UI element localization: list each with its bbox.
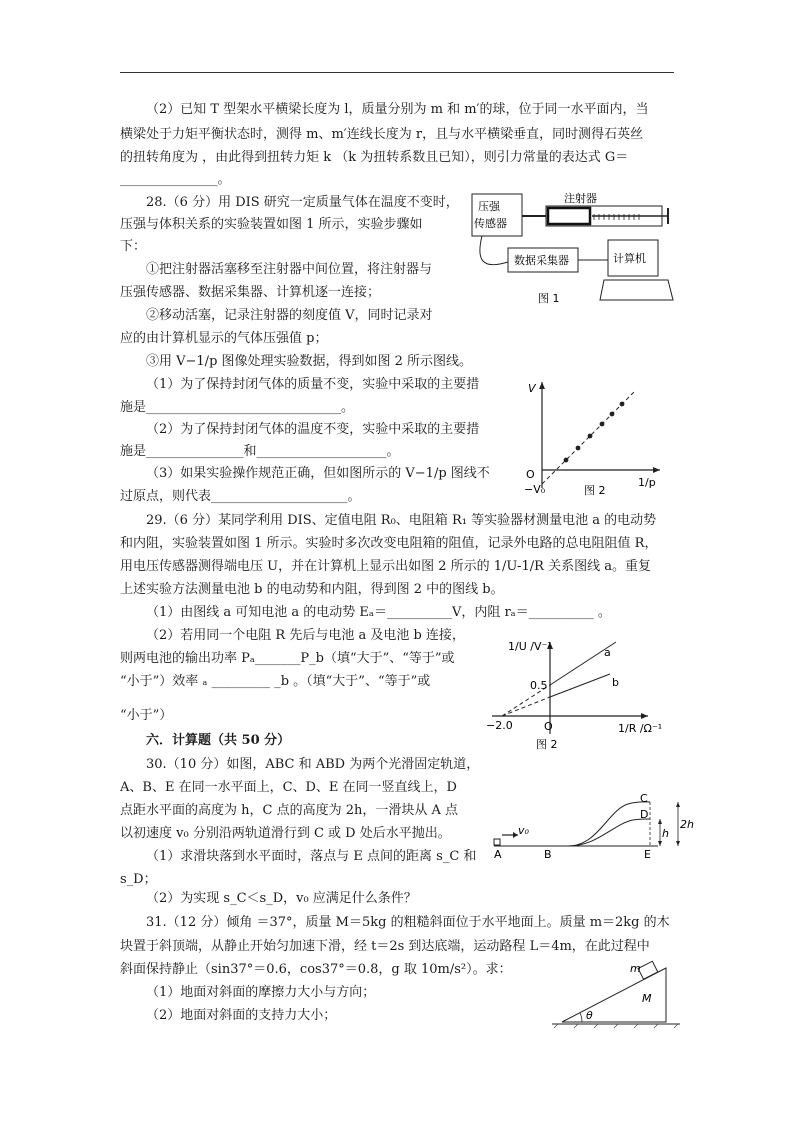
text-line: 横梁处于力矩平衡状态时，测得 m、m′连线长度为 r，且与水平横梁垂直，同时测得石英丝 [120,127,644,142]
big-m-label: M [642,992,652,1005]
q29-line: 则两电池的输出功率 Pₐ_______P_b（填“大于”、“等于”或 [120,651,455,666]
collector-label: 数据采集器 [514,254,569,267]
point-c-label: C [640,792,648,805]
q29-line: 29.（6 分）某同学利用 DIS、定值电阻 R₀、电阻箱 R₁ 等实验器材测量电池 a 的电动势 [146,513,657,528]
syringe-label: 注射器 [564,192,597,205]
sensor-label-2: 传感器 [474,217,507,230]
q28-line: （1）为了保持封闭气体的质量不变，实验中采取的主要措 [146,377,480,392]
sensor-label-1: 压强 [478,200,500,213]
q29-line: 和内阻，实验装置如图 1 所示。实验时多次改变电阻箱的阻值，记录外电路的总电阻阻值 R， [120,536,658,551]
computer-label: 计算机 [613,252,646,265]
line-a-label: a [604,646,611,659]
point-d-label: D [640,808,649,821]
text-line: （2）已知 T 型架水平横梁长度为 l，质量分别为 m 和 m′的球，位于同一水平面内，当 [146,102,649,117]
m-label: m [630,962,641,975]
q28-figure-1 [468,190,678,315]
q31-line: （2）地面对斜面的支持力大小； [146,1008,337,1023]
q29-line: “小于”）效率 ₐ _________ _b 。（填“大于”、“等于”或 [120,674,431,689]
q28-line: 应的由计算机显示的气体压强值 p； [120,331,328,346]
q31-figure [548,952,684,1028]
section-heading: 六．计算题（共 50 分） [146,733,291,748]
y-axis-label: 1/U /V⁻¹ [508,640,552,653]
y-tick-label: 0.5 [530,679,548,692]
text-line: _______________。 [120,172,231,187]
q30-figure [488,790,694,862]
q28-line: ③用 V−1/p 图像处理实验数据，得到如图 2 所示图线。 [146,354,473,369]
q30-line: 以初速度 v₀ 分别沿两轨道滑行到 C 或 D 处后水平抛出。 [120,826,451,841]
q31-line: 斜面保持静止（sin37°＝0.6，cos37°＝0.8，g 取 10m/s²）。求： [120,962,512,977]
q28-line: （3）如果实验操作规范正确，但如图所示的 V−1/p 图线不 [146,466,490,481]
q28-line: 压强传感器、数据采集器、计算机逐一连接； [120,285,381,300]
neg-intercept-label: −V₀ [524,483,546,496]
origin-label: O [544,720,553,733]
q28-line: 施是______________________________。 [120,400,355,415]
origin-label: O [526,468,535,481]
q28-figure-2 [520,378,670,496]
q29-line: 用电压传感器测得端电压 U，并在计算机上显示出如图 2 所示的 1/U-1/R 关系图线 a。重复 [120,559,651,574]
q28-line: 过原点，则代表_____________________。 [120,489,361,504]
q28-line: ②移动活塞，记录注射器的刻度值 V，同时记录对 [146,308,433,323]
q30-line: 30.（10 分）如图，ABC 和 ABD 为两个光滑固定轨道， [146,757,480,772]
q31-line: 块置于斜顶端，从静止开始匀加速下滑，经 t＝2s 到达底端，运动路程 L＝4m，在此过程中 [120,939,650,954]
x-axis-label: 1/R /Ω⁻¹ [618,722,663,735]
q30-line: （2）为实现 s_C＜s_D，v₀ 应满足什么条件？ [146,891,417,906]
h2-label: 2h [680,818,694,831]
h-label: h [662,827,669,840]
q31-line: （1）地面对斜面的摩擦力大小与方向； [146,985,376,1000]
point-a-label: A [494,848,502,861]
q28-line: （2）为了保持封闭气体的温度不变，实验中采取的主要措 [146,422,480,437]
q28-line: 施是_______________和____________________。 [120,444,400,459]
header-rule [120,72,674,73]
q28-line: 28.（6 分）用 DIS 研究一定质量气体在温度不变时， [146,195,459,210]
theta-label: θ [586,1009,593,1022]
line-b-label: b [612,676,619,689]
q28-line: ①把注射器活塞移至注射器中间位置，将注射器与 [146,262,433,277]
x-tick-label: −2.0 [486,719,513,732]
p-axis-label: 1/p [638,476,656,489]
q28-line: 压强与体积关系的实验装置如图 1 所示，实验步骤如 [120,217,423,232]
q29-line: 上述实验方法测量电池 b 的电动势和内阻，得到图 2 中的图线 b。 [120,582,504,597]
text-line: 的扭转角度为 ，由此得到扭转力矩 k （k 为扭转系数且已知），则引力常量的表达式 G＝ [120,150,629,165]
v0-label: v₀ [518,824,529,837]
q30-line: s_D； [120,872,157,887]
fig2-caption: 图 2 [584,484,606,497]
q28-line: 下： [120,239,147,254]
fig1-caption: 图 1 [538,292,560,305]
q30-line: （1）求滑块落到水平面时，落点与 E 点间的距离 s_C 和 [146,849,477,864]
point-e-label: E [644,848,651,861]
q29-figure [486,634,663,752]
q30-line: 点距水平面的高度为 h，C 点的高度为 2h，一滑块从 A 点 [120,803,459,818]
q29-line: （1）由图线 a 可知电池 a 的电动势 Eₐ＝__________V，内阻 rₐ＝__________ 。 [146,605,611,620]
v-axis-label: V [528,382,536,395]
q29-line: （2）若用同一个电阻 R 先后与电池 a 及电池 b 连接， [146,628,465,643]
q29-line: “小于”） [120,708,173,723]
point-b-label: B [544,848,552,861]
q30-line: A、B、E 在同一水平面上，C、D、E 在同一竖直线上，D [120,780,457,795]
q31-line: 31.（12 分）倾角 ＝37°，质量 M＝5kg 的粗糙斜面位于水平地面上。质量 m＝2kg 的木 [146,915,670,930]
fig-caption: 图 2 [536,738,558,751]
